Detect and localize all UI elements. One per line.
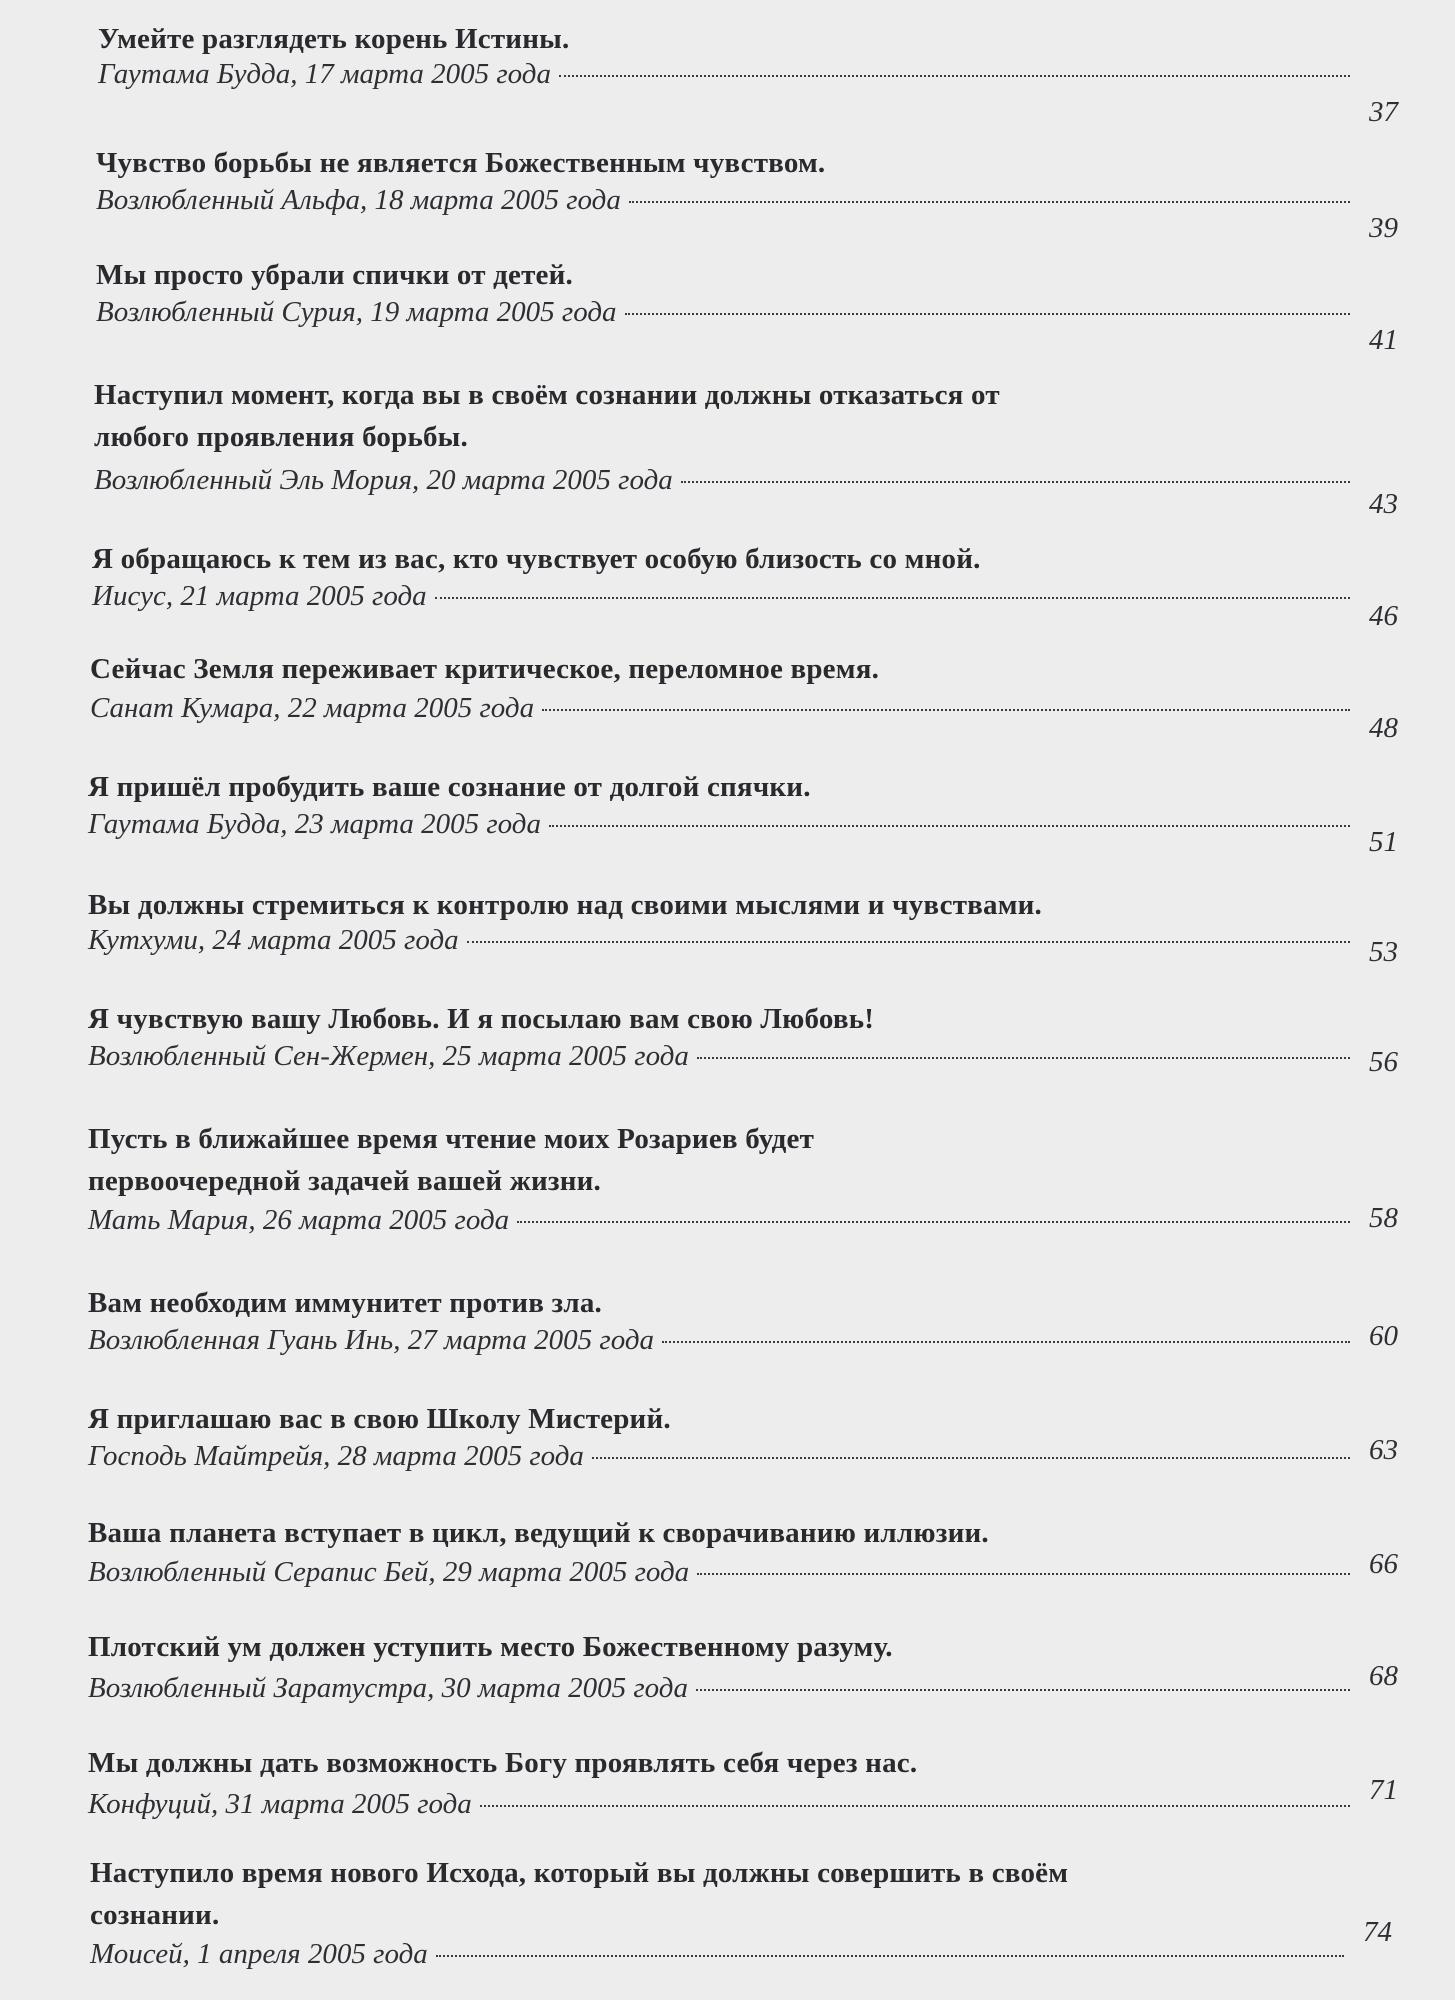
dot-leader bbox=[435, 597, 1350, 599]
entry-title: Ваша планета вступает в цикл, ведущий к сворачиванию иллюзии. bbox=[88, 1517, 989, 1549]
toc-entry bbox=[98, 18, 1398, 128]
dot-leader bbox=[467, 941, 1350, 943]
entry-leader bbox=[96, 180, 1398, 244]
entry-leader bbox=[88, 1774, 1398, 1824]
entry-page-number: 53 bbox=[1369, 936, 1398, 968]
entry-title: Мы просто убрали спички от детей. bbox=[96, 259, 573, 291]
entry-title: Я пришёл пробудить ваше сознание от долгой спячки. bbox=[88, 771, 811, 803]
entry-page-number: 58 bbox=[1369, 1202, 1398, 1234]
entry-author: Возлюбленная Гуань Инь, 27 марта 2005 года bbox=[88, 1324, 654, 1356]
entry-title: Вы должны стремиться к контролю над своими мыслями и чувствами. bbox=[88, 889, 1043, 921]
dot-leader bbox=[697, 1573, 1350, 1575]
entry-title: Сейчас Земля переживает критическое, переломное время. bbox=[90, 653, 880, 685]
entry-page-number: 46 bbox=[1369, 600, 1398, 632]
entry-author: Кутхуми, 24 марта 2005 года bbox=[88, 924, 459, 956]
entry-leader bbox=[88, 1200, 1398, 1240]
entry-title: Наступил момент, когда вы в своём сознании должны отказаться от любого проявления борьбы. bbox=[94, 379, 1000, 453]
entry-page-number: 66 bbox=[1369, 1548, 1398, 1580]
entry-page-number: 39 bbox=[1369, 212, 1398, 244]
dot-leader bbox=[592, 1457, 1350, 1459]
dot-leader bbox=[517, 1221, 1350, 1223]
dot-leader bbox=[681, 481, 1350, 483]
toc-entry bbox=[88, 884, 1398, 968]
toc-entry bbox=[88, 1742, 1398, 1824]
toc-entry bbox=[88, 1512, 1398, 1592]
dot-leader bbox=[559, 75, 1350, 77]
entry-title: Я приглашаю вас в свою Школу Мистерий. bbox=[88, 1403, 671, 1435]
entry-author: Возлюбленный Серапис Бей, 29 марта 2005 года bbox=[88, 1556, 690, 1588]
entry-leader bbox=[90, 688, 1398, 744]
toc-entry bbox=[88, 998, 1398, 1076]
entry-author: Мать Мария, 26 марта 2005 года bbox=[88, 1204, 510, 1236]
entry-author: Гаутама Будда, 17 марта 2005 года bbox=[98, 58, 551, 90]
entry-leader bbox=[90, 1916, 1392, 1974]
entry-leader bbox=[88, 920, 1398, 968]
entry-leader bbox=[96, 292, 1398, 356]
entry-author: Возлюбленный Сен-Жермен, 25 марта 2005 года bbox=[88, 1040, 689, 1072]
dot-leader bbox=[697, 1057, 1350, 1059]
entry-leader bbox=[92, 576, 1398, 632]
entry-title: Пусть в ближайшее время чтение моих Розариев будет первоочередной задачей вашей жизни. bbox=[88, 1123, 815, 1197]
toc-entry bbox=[90, 648, 1398, 744]
toc-entry bbox=[88, 1282, 1398, 1360]
entry-page-number: 37 bbox=[1369, 96, 1398, 128]
entry-author: Возлюбленный Сурия, 19 марта 2005 года bbox=[96, 296, 617, 328]
dot-leader bbox=[549, 825, 1350, 827]
entry-author: Возлюбленный Эль Мория, 20 марта 2005 года bbox=[94, 464, 673, 496]
entry-title: Я обращаюсь к тем из вас, кто чувствует особую близость со мной. bbox=[92, 543, 981, 575]
entry-page-number: 71 bbox=[1369, 1774, 1398, 1806]
entry-page-number: 56 bbox=[1369, 1046, 1398, 1078]
toc-entry bbox=[88, 1626, 1398, 1708]
dot-leader bbox=[480, 1805, 1350, 1807]
entry-page-number: 60 bbox=[1369, 1320, 1398, 1352]
toc-entry bbox=[88, 1118, 1398, 1240]
dot-leader bbox=[662, 1341, 1350, 1343]
entry-author: Гаутама Будда, 23 марта 2005 года bbox=[88, 808, 541, 840]
entry-leader bbox=[88, 1660, 1398, 1708]
entry-leader bbox=[98, 54, 1398, 128]
dot-leader bbox=[625, 313, 1351, 315]
entry-leader bbox=[88, 1436, 1398, 1476]
entry-leader bbox=[88, 1320, 1398, 1360]
toc-entry bbox=[88, 1398, 1398, 1476]
entry-author: Иисус, 21 марта 2005 года bbox=[92, 580, 427, 612]
entry-page-number: 48 bbox=[1369, 712, 1398, 744]
toc-entry bbox=[94, 374, 1398, 520]
toc-entry bbox=[88, 766, 1398, 858]
entry-author: Господь Майтрейя, 28 марта 2005 года bbox=[88, 1440, 584, 1472]
dot-leader bbox=[436, 1955, 1344, 1957]
toc-entry bbox=[90, 1852, 1392, 1974]
toc-entry bbox=[92, 538, 1398, 632]
entry-title: Я чувствую вашу Любовь. И я посылаю вам свою Любовь! bbox=[88, 1003, 875, 1035]
entry-author: Возлюбленный Заратустра, 30 марта 2005 года bbox=[88, 1672, 688, 1704]
entry-page-number: 68 bbox=[1369, 1660, 1398, 1692]
entry-title: Плотский ум должен уступить место Божественному разуму. bbox=[88, 1631, 893, 1663]
entry-page-number: 41 bbox=[1369, 324, 1398, 356]
entry-title: Чувство борьбы не является Божественным чувством. bbox=[96, 147, 826, 179]
entry-leader bbox=[88, 804, 1398, 858]
entry-title: Умейте разглядеть корень Истины. bbox=[98, 23, 570, 55]
entry-page-number: 51 bbox=[1369, 826, 1398, 858]
entry-author: Конфуций, 31 марта 2005 года bbox=[88, 1788, 472, 1820]
dot-leader bbox=[629, 201, 1350, 203]
entry-title: Наступило время нового Исхода, который вы должны совершить в своём сознании. bbox=[90, 1857, 1069, 1931]
entry-leader bbox=[88, 1548, 1398, 1592]
entry-author: Санат Кумара, 22 марта 2005 года bbox=[90, 692, 535, 724]
entry-title: Вам необходим иммунитет против зла. bbox=[88, 1287, 603, 1319]
entry-author: Возлюбленный Альфа, 18 марта 2005 года bbox=[96, 184, 621, 216]
entry-leader bbox=[88, 1036, 1398, 1076]
dot-leader bbox=[542, 709, 1350, 711]
entry-page-number: 74 bbox=[1363, 1916, 1392, 1948]
toc-entry bbox=[96, 254, 1398, 356]
dot-leader bbox=[696, 1689, 1350, 1691]
toc-entry bbox=[96, 142, 1398, 244]
entry-author: Моисей, 1 апреля 2005 года bbox=[90, 1938, 428, 1970]
entry-page-number: 43 bbox=[1369, 488, 1398, 520]
entry-title: Мы должны дать возможность Богу проявлять себя через нас. bbox=[88, 1747, 918, 1779]
entry-leader bbox=[94, 460, 1398, 520]
entry-page-number: 63 bbox=[1369, 1434, 1398, 1466]
